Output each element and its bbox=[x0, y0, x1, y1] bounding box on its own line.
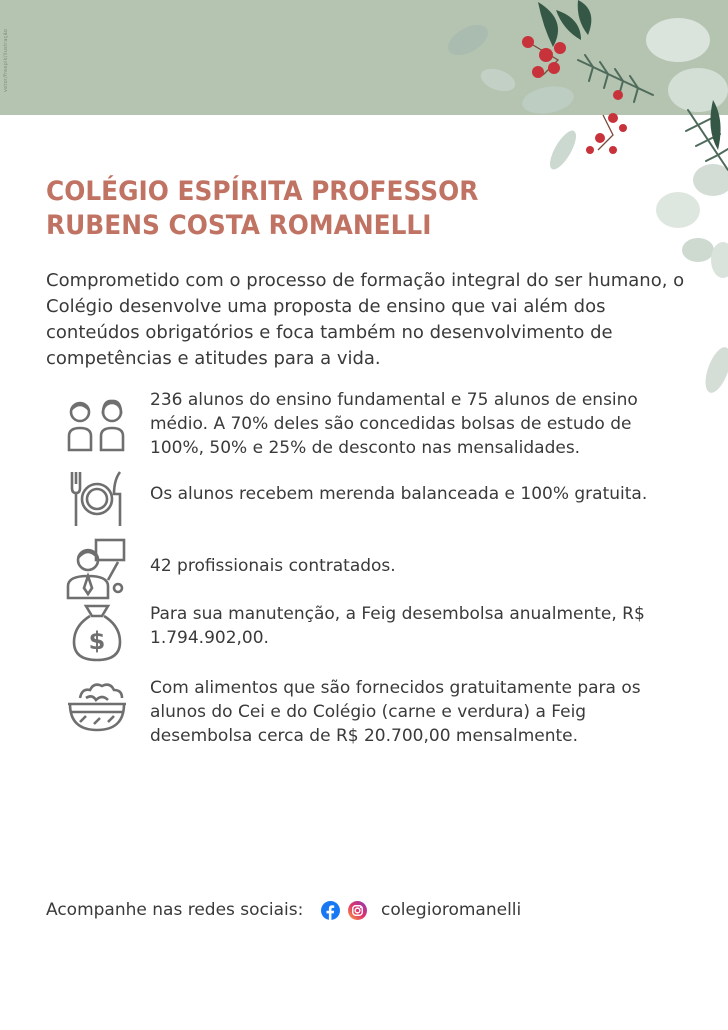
facebook-icon[interactable] bbox=[321, 901, 340, 920]
plate-cutlery-icon bbox=[66, 468, 128, 530]
intro-paragraph: Comprometido com o processo de formação integral do ser humano, o Colégio desenvolve uma proposta de ensino que vai além dos conteúdos obrigatórios e foca também no desenvolvimento de competências e atitudes para a vida. bbox=[46, 270, 685, 369]
footer-label: Acompanhe nas redes sociais: bbox=[46, 900, 304, 920]
fact-text: 42 profissionais contratados. bbox=[150, 556, 396, 576]
instagram-icon[interactable] bbox=[348, 901, 367, 920]
social-handle[interactable]: colegioromanelli bbox=[381, 900, 522, 920]
fact-text: Para sua manutenção, a Feig desembolsa anualmente, R$ 1.794.902,00. bbox=[150, 604, 645, 648]
title-line-2: RUBENS COSTA ROMANELLI bbox=[46, 210, 432, 241]
page-title bbox=[46, 175, 478, 243]
students-icon bbox=[66, 394, 128, 456]
footer-social bbox=[46, 897, 666, 923]
fact-text: 236 alunos do ensino fundamental e 75 alunos de ensino médio. A 70% deles são concedidas bolsas de estudo de 100%, 50% e 25% de desconto nas mensalidades. bbox=[150, 390, 638, 458]
title-line-1: COLÉGIO ESPÍRITA PROFESSOR bbox=[46, 176, 479, 207]
svg-text:$: $ bbox=[88, 627, 106, 655]
fact-text: Com alimentos que são fornecidos gratuitamente para os alunos do Cei e do Colégio (carne e verdura) a Feig desembolsa cerca de R$ 20.700,00 mensalmente. bbox=[150, 678, 641, 746]
money-bag-icon bbox=[66, 602, 128, 664]
fact-text: Os alunos recebem merenda balanceada e 100% gratuita. bbox=[150, 484, 648, 504]
salad-bowl-icon bbox=[66, 678, 128, 740]
teacher-icon bbox=[66, 538, 128, 600]
side-credit: vetor/freepik/ilustração bbox=[3, 28, 9, 92]
